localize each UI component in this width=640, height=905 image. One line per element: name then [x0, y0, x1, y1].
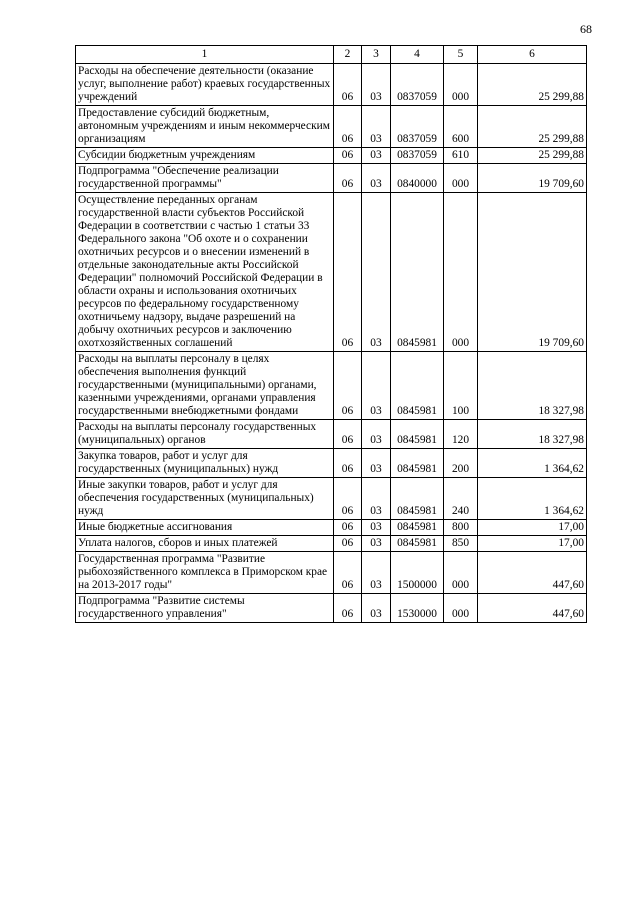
row-subsection: 03 [362, 420, 391, 449]
budget-table [75, 45, 587, 623]
table-row [76, 478, 587, 520]
row-amount: 25 299,88 [478, 106, 587, 148]
row-target-code: 0845981 [391, 536, 444, 552]
row-amount: 1 364,62 [478, 449, 587, 478]
row-target-code: 0837059 [391, 148, 444, 164]
row-expense-type: 120 [444, 420, 478, 449]
row-subsection: 03 [362, 478, 391, 520]
row-amount: 19 709,60 [478, 164, 587, 193]
row-target-code: 0837059 [391, 64, 444, 106]
table-row [76, 193, 587, 352]
row-target-code: 0845981 [391, 352, 444, 420]
row-name: Предоставление субсидий бюджетным, автономным учреждениям и иным некоммерческим организациям [76, 106, 334, 148]
row-name: Расходы на выплаты персоналу в целях обеспечения выполнения функций государственными (муниципальными) органами, казенными учреждениями, органами управления государственными внебюджетными фондами [76, 352, 334, 420]
row-expense-type: 850 [444, 536, 478, 552]
row-expense-type: 240 [444, 478, 478, 520]
row-subsection: 03 [362, 594, 391, 623]
table-row [76, 449, 587, 478]
row-name: Подпрограмма "Развитие системы государственного управления" [76, 594, 334, 623]
row-target-code: 1530000 [391, 594, 444, 623]
row-target-code: 0845981 [391, 193, 444, 352]
row-target-code: 0845981 [391, 520, 444, 536]
row-expense-type: 800 [444, 520, 478, 536]
row-amount: 18 327,98 [478, 352, 587, 420]
row-name: Субсидии бюджетным учреждениям [76, 148, 334, 164]
row-section: 06 [334, 536, 362, 552]
column-header-5: 5 [444, 46, 478, 64]
row-amount: 25 299,88 [478, 148, 587, 164]
row-subsection: 03 [362, 64, 391, 106]
table-row [76, 64, 587, 106]
row-subsection: 03 [362, 106, 391, 148]
column-header-2: 2 [334, 46, 362, 64]
row-section: 06 [334, 594, 362, 623]
row-section: 06 [334, 520, 362, 536]
row-section: 06 [334, 352, 362, 420]
row-subsection: 03 [362, 520, 391, 536]
row-amount: 447,60 [478, 594, 587, 623]
table-row [76, 536, 587, 552]
row-expense-type: 000 [444, 164, 478, 193]
row-name: Закупка товаров, работ и услуг для государственных (муниципальных) нужд [76, 449, 334, 478]
row-section: 06 [334, 148, 362, 164]
row-name: Уплата налогов, сборов и иных платежей [76, 536, 334, 552]
row-amount: 19 709,60 [478, 193, 587, 352]
row-expense-type: 000 [444, 64, 478, 106]
row-expense-type: 200 [444, 449, 478, 478]
row-amount: 17,00 [478, 520, 587, 536]
row-section: 06 [334, 552, 362, 594]
row-name: Подпрограмма "Обеспечение реализации государственной программы" [76, 164, 334, 193]
row-target-code: 0845981 [391, 420, 444, 449]
row-name: Иные закупки товаров, работ и услуг для обеспечения государственных (муниципальных) нужд [76, 478, 334, 520]
row-amount: 17,00 [478, 536, 587, 552]
row-target-code: 0845981 [391, 478, 444, 520]
row-section: 06 [334, 193, 362, 352]
table-row [76, 148, 587, 164]
column-header-6: 6 [478, 46, 587, 64]
row-subsection: 03 [362, 352, 391, 420]
row-name: Расходы на выплаты персоналу государственных (муниципальных) органов [76, 420, 334, 449]
row-amount: 18 327,98 [478, 420, 587, 449]
row-section: 06 [334, 64, 362, 106]
row-expense-type: 100 [444, 352, 478, 420]
table-row [76, 552, 587, 594]
row-subsection: 03 [362, 193, 391, 352]
column-header-3: 3 [362, 46, 391, 64]
page-number: 68 [580, 22, 592, 36]
row-subsection: 03 [362, 148, 391, 164]
column-header-1: 1 [76, 46, 334, 64]
row-amount: 447,60 [478, 552, 587, 594]
table-row [76, 352, 587, 420]
row-amount: 1 364,62 [478, 478, 587, 520]
row-name: Расходы на обеспечение деятельности (оказание услуг, выполнение работ) краевых государственных учреждений [76, 64, 334, 106]
row-expense-type: 610 [444, 148, 478, 164]
row-target-code: 0840000 [391, 164, 444, 193]
column-header-4: 4 [391, 46, 444, 64]
row-amount: 25 299,88 [478, 64, 587, 106]
table-row [76, 164, 587, 193]
row-expense-type: 000 [444, 552, 478, 594]
row-subsection: 03 [362, 449, 391, 478]
table-row [76, 106, 587, 148]
table-row [76, 520, 587, 536]
row-expense-type: 000 [444, 193, 478, 352]
row-subsection: 03 [362, 164, 391, 193]
row-target-code: 0837059 [391, 106, 444, 148]
row-name: Иные бюджетные ассигнования [76, 520, 334, 536]
row-subsection: 03 [362, 552, 391, 594]
table-header-row [76, 46, 587, 64]
row-expense-type: 000 [444, 594, 478, 623]
row-name: Осуществление переданных органам государственной власти субъектов Российской Федерации в соответствии с частью 1 статьи 33 Федерального закона "Об охоте и о сохранении охотничьих ресурсов и о внесении изменений в отдельные законодательные акты Российской Федерации" полномочий Российской Федерации в области охраны и использования охотничьих ресурсов по федеральному государственному охотничьему надзору, выдаче разрешений на добычу охотничьих ресурсов и заключению охотхозяйственных соглашений [76, 193, 334, 352]
row-subsection: 03 [362, 536, 391, 552]
row-name: Государственная программа "Развитие рыбохозяйственного комплекса в Приморском крае на 2013-2017 годы" [76, 552, 334, 594]
row-expense-type: 600 [444, 106, 478, 148]
row-section: 06 [334, 420, 362, 449]
row-section: 06 [334, 478, 362, 520]
row-target-code: 1500000 [391, 552, 444, 594]
row-target-code: 0845981 [391, 449, 444, 478]
row-section: 06 [334, 106, 362, 148]
row-section: 06 [334, 449, 362, 478]
row-section: 06 [334, 164, 362, 193]
table-row [76, 594, 587, 623]
table-row [76, 420, 587, 449]
